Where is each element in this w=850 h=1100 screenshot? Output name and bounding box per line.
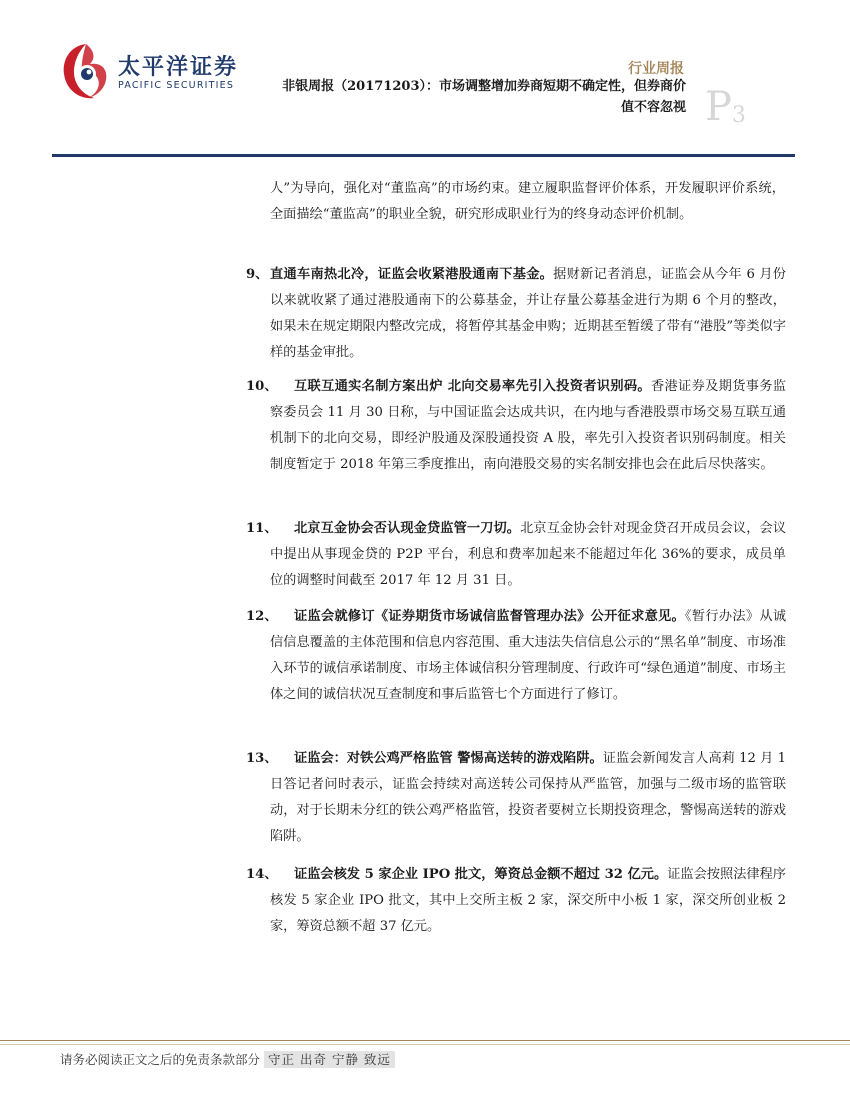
item-number: 14、 [246, 867, 278, 882]
company-logo [60, 40, 280, 110]
item-text [270, 516, 786, 594]
pacific-securities-logo-icon [60, 40, 112, 102]
item-number: 12、 [246, 609, 278, 624]
footer-motto: 守正 出奇 宁静 致远 [264, 1051, 395, 1068]
news-item-10 [246, 374, 786, 478]
item-headline: 证监会核发 5 家企业 IPO 批文，筹资总金额不超过 32 亿元。 [294, 867, 668, 882]
item-text [270, 604, 786, 708]
logo-english-name: PACIFIC SECURITIES [118, 80, 235, 91]
report-type-label: 行业周报 [628, 61, 684, 77]
item-text [270, 262, 786, 366]
page-number-value: 3 [731, 103, 746, 128]
item-body: 《暂行办法》从诚信信息覆盖的主体范围和信息内容范围、重大违法失信信息公示的“黑名单”制度、市场准入环节的诚信承诺制度、市场主体诚信积分管理制度、行政许可“绿色通道”制度、市场主体之间的诚信状况互查制度和事后监管七个方面进行了修订。 [270, 609, 787, 702]
news-item-13 [246, 746, 786, 850]
news-item-9 [246, 262, 786, 366]
page-number [705, 84, 746, 130]
item-headline: 证监会就修订《证券期货市场诚信监督管理办法》公开征求意见。 [294, 609, 686, 624]
item-body: 证监会按照法律程序核发 5 家企业 IPO 批文，其中上交所主板 2 家，深交所中小板 1 家，深交所创业板 2 家，筹资总额不超 37 亿元。 [270, 867, 786, 934]
item-body: 据财新记者消息，证监会从今年 6 月份以来就收紧了通过港股通南下的公募基金，并让存量公募基金进行为期 6 个月的整改，如果未在规定期限内整改完成，将暂停其基金申购；近期甚至暂缓了带有“港股”等类似字样的基金审批。 [270, 267, 786, 360]
news-item-12 [246, 604, 786, 708]
item-headline: 互联互通实名制方案出炉 北向交易率先引入投资者识别码。 [294, 379, 651, 394]
item-text [270, 746, 786, 850]
item-number: 10、 [246, 379, 278, 394]
footer-disclaimer: 请务必阅读正文之后的免责条款部分 [60, 1052, 261, 1067]
item-body: 证监会新闻发言人高莉 12 月 1 日答记者问时表示，证监会持续对高送转公司保持从严监管，加强与二级市场的监管联动，对于长期未分红的铁公鸡严格监管，投资者要树立长期投资理念，警惕高送转的游戏陷阱。 [270, 751, 786, 844]
page-footer [60, 1050, 395, 1068]
footer-divider-secondary [0, 1044, 850, 1045]
footer-divider [0, 1040, 850, 1041]
logo-chinese-name: 太平洋证券 [118, 55, 239, 80]
news-item-14 [246, 862, 786, 940]
item-text [270, 374, 786, 478]
page-header [0, 0, 850, 160]
report-title: 非银周报（20171203）：市场调整增加券商短期不确定性，但券商价值不容忽视 [282, 79, 686, 115]
header-divider [52, 154, 795, 157]
page-prefix: P [705, 84, 732, 130]
item-headline: 北京互金协会否认现金贷监管一刀切。 [294, 521, 521, 536]
item-number: 9、 [246, 267, 269, 282]
news-item-11 [246, 516, 786, 594]
item-body: 北京互金协会针对现金贷召开成员会议，会议中提出从事现金贷的 P2P 平台，利息和费率加起来不能超过年化 36%的要求，成员单位的调整时间截至 2017 年 12 月 31 日。 [270, 521, 787, 588]
item-number: 13、 [246, 751, 278, 766]
item-body: 香港证券及期货事务监察委员会 11 月 30 日称，与中国证监会达成共识，在内地与香港股票市场交易互联互通机制下的北向交易，即经沪股通及深股通投资 A 股，率先引入投资者识别码制度。相关制度暂定于 2018 年第三季度推出，南向港股交易的实名制安排也会在此后尽快落实。 [270, 379, 787, 472]
item-headline: 证监会：对铁公鸡严格监管 警惕高送转的游戏陷阱。 [294, 751, 603, 766]
item-headline: 直通车南热北冷，证监会收紧港股通南下基金。 [270, 267, 554, 282]
continued-paragraph: 人”为导向，强化对“董监高”的市场约束。建立履职监督评价体系，开发履职评价系统，全面描绘“董监高”的职业全貌，研究形成职业行为的终身动态评价机制。 [270, 181, 785, 222]
item-text [270, 862, 786, 940]
item-number: 11、 [246, 521, 278, 536]
